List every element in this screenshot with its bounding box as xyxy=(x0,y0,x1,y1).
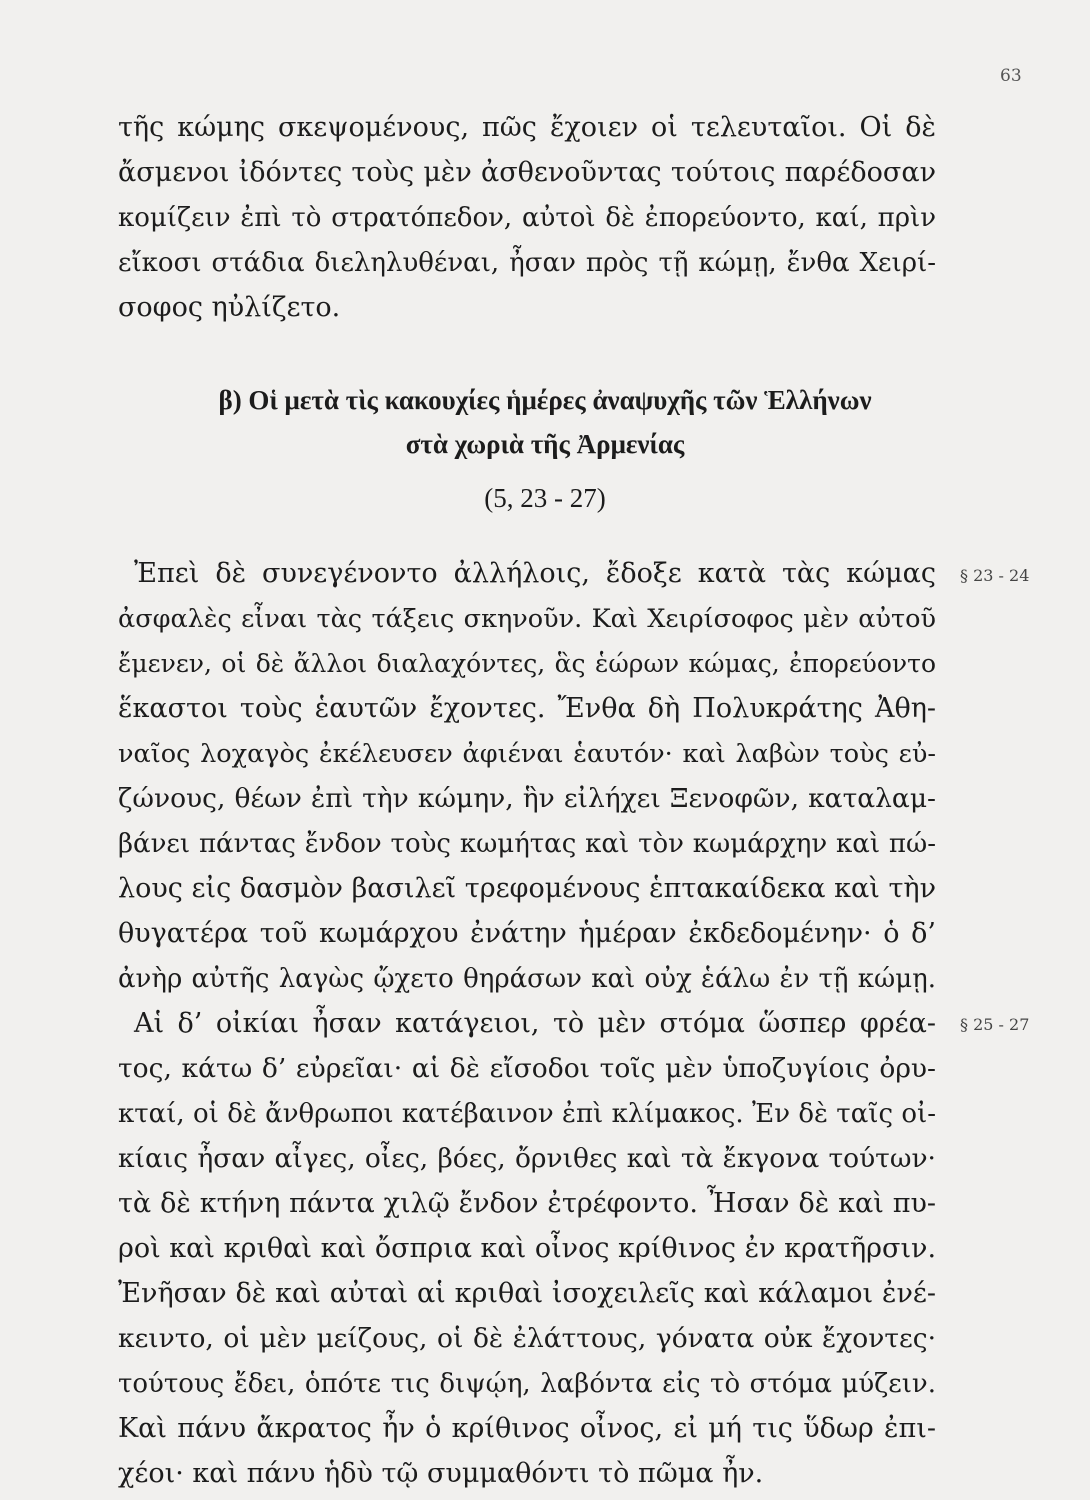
text-line: κομίζειν ἐπὶ τὸ στρατόπεδον, αὐτοὶ δὲ ἐπορεύοντο, καί, πρὶν xyxy=(118,203,936,233)
text-line: βάνει πάντας ἔνδον τοὺς κωμήτας καὶ τὸν κωμάρχην καὶ πώ- xyxy=(118,829,936,859)
text-line: ἕκαστοι τοὺς ἑαυτῶν ἔχοντες. Ἔνθα δὴ Πολυκράτης Ἀθη- xyxy=(118,693,936,724)
text-line: ροὶ καὶ κριθαὶ καὶ ὄσπρια καὶ οἶνος κρίθινος ἐν κρατῆρσιν. xyxy=(118,1233,937,1264)
text-line: εἴκοσι στάδια διεληλυθέναι, ἦσαν πρὸς τῇ κώμῃ, ἔνθα Χειρί- xyxy=(118,248,936,278)
text-line: τος, κάτω δ’ εὐρεῖαι· αἱ δὲ εἴσοδοι τοῖς μὲν ὑποζυγίοις ὀρυ- xyxy=(118,1053,936,1084)
section-reference: (5, 23 - 27) xyxy=(484,483,606,513)
page-number: 63 xyxy=(1000,66,1022,86)
text-line: ἄσμενοι ἰδόντες τοὺς μὲν ἀσθενοῦντας τούτοις παρέδοσαν xyxy=(118,157,936,188)
section-heading-line-1: β) Οἱ μετὰ τὶς κακουχίες ἡμέρες ἀναψυχῆς τῶν Ἑλλήνων xyxy=(218,385,872,415)
text-line: λους εἰς δασμὸν βασιλεῖ τρεφομένους ἑπτακαίδεκα καὶ τὴν xyxy=(118,873,936,904)
text-line: τούτους ἔδει, ὁπότε τις διψῴη, λαβόντα εἰς τὸ στόμα μύζειν. xyxy=(118,1369,936,1399)
text-line: θυγατέρα τοῦ κωμάρχου ἐνάτην ἡμέραν ἐκδεδομένην· ὁ δ’ xyxy=(118,918,936,949)
text-line: χέοι· καὶ πάνυ ἡδὺ τῷ συμμαθόντι τὸ πῶμα ἦν. xyxy=(118,1458,764,1489)
text-line: ζώνους, θέων ἐπὶ τὴν κώμην, ἣν εἰλήχει Ξενοφῶν, καταλαμ- xyxy=(118,783,936,814)
text-line: ἔμενεν, οἱ δὲ ἄλλοι διαλαχόντες, ἃς ἑώρων κώμας, ἐπορεύοντο xyxy=(118,649,936,678)
section-heading-line-2: στὰ χωριὰ τῆς Ἀρμενίας xyxy=(405,429,685,459)
text-line: ἀσφαλὲς εἶναι τὰς τάξεις σκηνοῦν. Καὶ Χειρίσοφος μὲν αὐτοῦ xyxy=(118,604,936,634)
text-line: ναῖος λοχαγὸς ἐκέλευσεν ἀφιέναι ἑαυτόν· καὶ λαβὼν τοὺς εὐ- xyxy=(118,739,936,769)
text-line: Ἐνῆσαν δὲ καὶ αὐταὶ αἱ κριθαὶ ἰσοχειλεῖς καὶ κάλαμοι ἐνέ- xyxy=(118,1278,936,1309)
margin-note-paragraph-ref: § 23 - 24 xyxy=(960,566,1030,585)
text-line: τῆς κώμης σκεψομένους, πῶς ἔχοιεν οἱ τελευταῖοι. Οἱ δὲ xyxy=(118,112,936,143)
text-line: τὰ δὲ κτήνη πάντα χιλῷ ἔνδον ἐτρέφοντο. Ἦσαν δὲ καὶ πυ- xyxy=(118,1188,936,1219)
text-line: Καὶ πάνυ ἄκρατος ἦν ὁ κρίθινος οἶνος, εἰ μή τις ὕδωρ ἐπι- xyxy=(118,1413,936,1444)
text-line: ἀνὴρ αὐτῆς λαγὼς ᾤχετο θηράσων καὶ οὐχ ἑάλω ἐν τῇ κώμῃ. xyxy=(118,964,936,994)
text-line: κίαις ἦσαν αἶγες, οἶες, βόες, ὄρνιθες καὶ τὰ ἔκγονα τούτων· xyxy=(118,1143,936,1174)
text-line: Ἐπεὶ δὲ συνεγένοντο ἀλλήλοις, ἔδοξε κατὰ τὰς κώμας xyxy=(134,558,936,589)
text-line: κταί, οἱ δὲ ἄνθρωποι κατέβαινον ἐπὶ κλίμακος. Ἐν δὲ ταῖς οἰ- xyxy=(118,1099,936,1129)
text-line: Αἱ δ’ οἰκίαι ἦσαν κατάγειοι, τὸ μὲν στόμα ὥσπερ φρέα- xyxy=(134,1008,936,1039)
text-line: κειντο, οἱ μὲν μείζους, οἱ δὲ ἐλάττους, γόνατα οὐκ ἔχοντες· xyxy=(118,1323,936,1354)
text-line: σοφος ηὐλίζετο. xyxy=(118,292,341,323)
margin-note-paragraph-ref: § 25 - 27 xyxy=(960,1015,1030,1034)
